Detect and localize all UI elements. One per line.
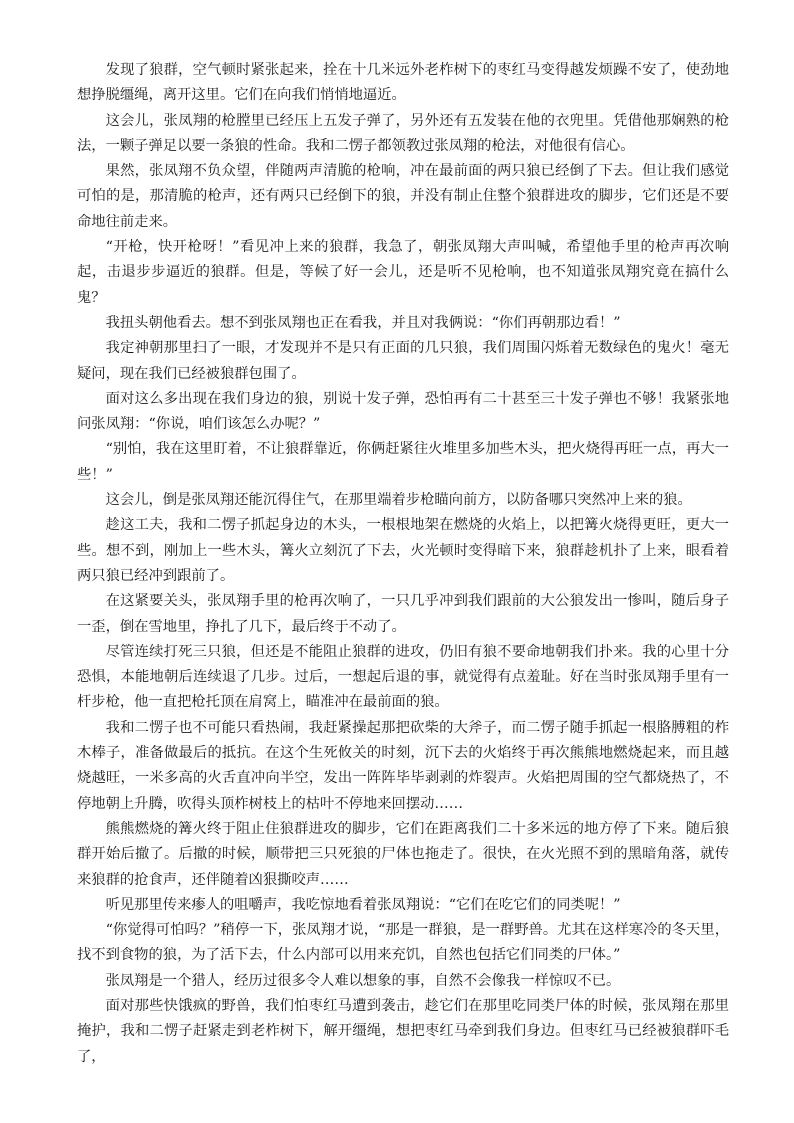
paragraph-3: 果然，张凤翔不负众望，伴随两声清脆的枪响，冲在最前面的两只狼已经倒了下去。但让我们感觉可怕的是，那清脆的枪声，还有两只已经倒下的狼，并没有制止住整个狼群进攻的脚步，它们还是不要命地往前走来。 bbox=[77, 163, 729, 230]
paragraph-1: 发现了狼群，空气顿时紧张起来，拴在十几米远外老柞树下的枣红马变得越发烦躁不安了，使劲地想挣脱缰绳，离开这里。它们在向我们悄悄地逼近。 bbox=[77, 62, 729, 104]
paragraph-5: 我扭头朝他看去。想不到张凤翔也正在看我，并且对我俩说：“你们再朝那边看！” bbox=[105, 314, 621, 331]
paragraph-8: “别怕，我在这里盯着，不让狼群靠近，你俩赶紧往火堆里多加些木头，把火烧得再旺一点，再大一些！” bbox=[77, 441, 729, 483]
paragraph-10: 趁这工夫，我和二愣子抓起身边的木头，一根根地架在燃烧的火焰上，以把篝火烧得更旺，更大一些。想不到，刚加上一些木头，篝火立刻沉了下去，火光顿时变得暗下来，狼群趁机扑了上来，眼看着两只狼已经冲到跟前了。 bbox=[77, 517, 729, 584]
paragraph-14: 熊熊燃烧的篝火终于阻止住狼群进攻的脚步，它们在距离我们二十多米远的地方停了下来。随后狼群开始后撤了。后撤的时候，顺带把三只死狼的尸体也拖走了。很快，在火光照不到的黑暗角落，就传来狼群的抢食声，还伴随着凶狠撕咬声…… bbox=[77, 820, 729, 888]
paragraph-16: “你觉得可怕吗？”稍停一下，张凤翔才说，“那是一群狼，是一群野兽。尤其在这样寒冷的冬天里，找不到食物的狼，为了活下去，什么内部可以用来充饥，自然也包括它们同类的尸体。” bbox=[77, 922, 729, 964]
paragraph-12: 尽管连续打死三只狼，但还是不能阻止狼群的进攻，仍旧有狼不要命地朝我们扑来。我的心里十分恐惧，本能地朝后连续退了几步。过后，一想起后退的事，就觉得有点羞耻。好在当时张凤翔手里有一杆步枪，他一直把枪托顶在肩窝上，瞄准冲在最前面的狼。 bbox=[77, 643, 729, 711]
paragraph-15: 听见那里传来瘆人的咀嚼声，我吃惊地看着张凤翔说：“它们在吃它们的同类呢！” bbox=[105, 896, 621, 913]
paragraph-7: 面对这么多出现在我们身边的狼，别说十发子弹，恐怕再有二十甚至三十发子弹也不够！我紧张地问张凤翔：“你说，咱们该怎么办呢？” bbox=[77, 390, 729, 433]
paragraph-13: 我和二愣子也不可能只看热闹，我赶紧操起那把砍柴的大斧子，而二愣子随手抓起一根胳膊粗的柞木棒子，准备做最后的抵抗。在这个生死攸关的时刻，沉下去的火焰终于再次熊熊地燃烧起来，而且越烧越旺，一米多高的火舌直冲向半空，发出一阵阵毕毕剥剥的炸裂声。火焰把周围的空气都烧热了，不停地朝上升腾，吹得头顶柞树枝上的枯叶不停地来回摆动…… bbox=[77, 719, 729, 812]
document-body bbox=[77, 58, 729, 1070]
paragraph-17: 张凤翔是一个猎人，经历过很多令人难以想象的事，自然不会像我一样惊叹不已。 bbox=[105, 972, 621, 989]
paragraph-2: 这会儿，张凤翔的枪膛里已经压上五发子弹了，另外还有五发装在他的衣兜里。凭借他那娴熟的枪法，一颗子弹足以要一条狼的性命。我和二愣子都领教过张凤翔的枪法，对他很有信心。 bbox=[77, 112, 729, 154]
paragraph-4: “开枪，快开枪呀！”看见冲上来的狼群，我急了，朝张凤翔大声叫喊，希望他手里的枪声再次响起，击退步步逼近的狼群。但是，等候了好一会儿，还是听不见枪响，也不知道张凤翔究竟在搞什么鬼？ bbox=[77, 239, 729, 306]
paragraph-9: 这会儿，倒是张凤翔还能沉得住气，在那里端着步枪瞄向前方，以防备哪只突然冲上来的狼。 bbox=[105, 492, 692, 509]
paragraph-6: 我定神朝那里扫了一眼，才发现并不是只有正面的几只狼，我们周围闪烁着无数绿色的鬼火！毫无疑问，现在我们已经被狼群包围了。 bbox=[77, 340, 729, 382]
paragraph-18: 面对那些快饿疯的野兽，我们怕枣红马遭到袭击，趁它们在那里吃同类尸体的时候，张凤翔在那里掩护，我和二愣子赶紧走到老柞树下，解开缰绳，想把枣红马牵到我们身边。但枣红马已经被狼群吓毛了， bbox=[77, 997, 729, 1065]
paragraph-11: 在这紧要关头，张凤翔手里的枪再次响了，一只几乎冲到我们跟前的大公狼发出一惨叫，随后身子一歪，倒在雪地里，挣扎了几下，最后终于不动了。 bbox=[77, 593, 729, 635]
